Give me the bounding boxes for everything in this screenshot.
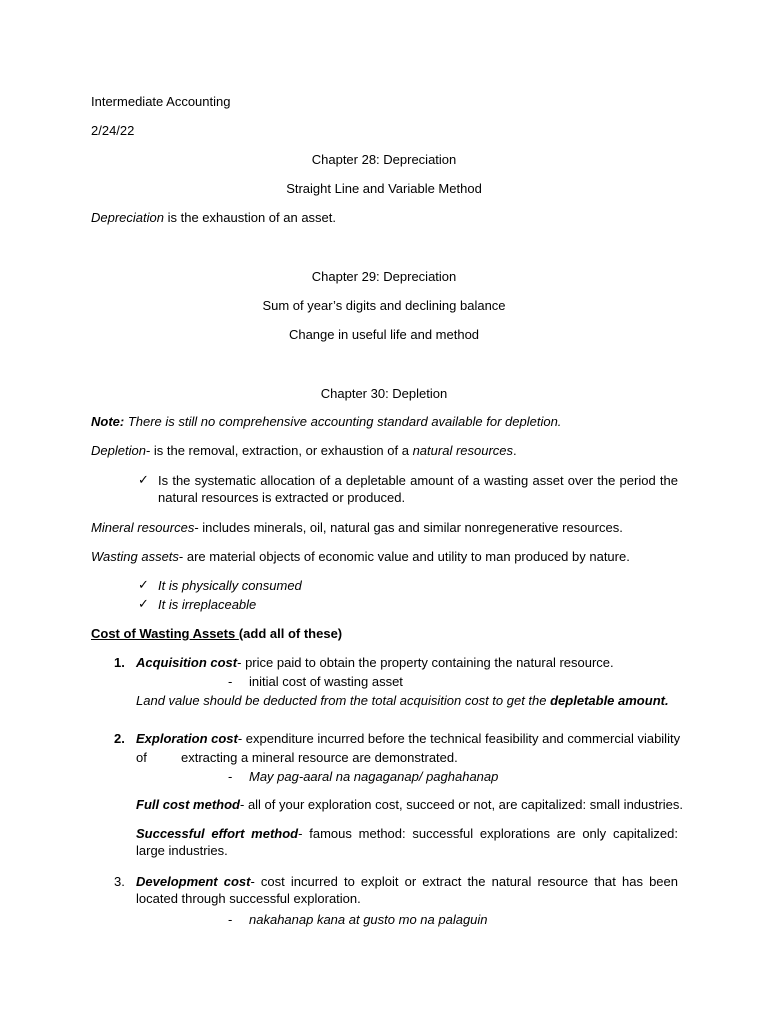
term: Depreciation (91, 210, 164, 225)
exploration-cost-item (136, 730, 680, 747)
chapter-29-line-2: Change in useful life and method (288, 327, 480, 342)
definition-text: - cost incurred to exploit or extract the natural resource that has been located through successful exploration. (136, 874, 678, 906)
full-cost-method (136, 796, 683, 813)
chapter-29-line-1: Sum of year’s digits and declining balance (262, 298, 506, 313)
term: Depletion (91, 443, 146, 458)
term: Mineral resources (91, 520, 195, 535)
term: Wasting assets (91, 549, 179, 564)
term: Successful effort method (136, 826, 299, 841)
successful-effort-method (136, 825, 678, 859)
definition-text: - famous method: successful explorations are only capitalized: large industries. (136, 826, 678, 858)
acquisition-cost-item (136, 654, 614, 671)
definition-text: - price paid to obtain the property containing the natural resource. (237, 655, 614, 670)
cost-section-heading (91, 625, 342, 642)
heading-rest: (add all of these) (238, 626, 343, 641)
chapter-28-subtitle: Straight Line and Variable Method (286, 181, 482, 196)
list-number: 2. (114, 731, 125, 746)
note-text: Land value should be deducted from the total acquisition cost to get the (136, 693, 551, 708)
definition-text: - expenditure incurred before the technical feasibility and commercial viability (237, 731, 681, 746)
term: Exploration cost (136, 731, 238, 746)
heading-underlined: Cost of Wasting Assets (91, 626, 239, 641)
depreciation-definition (91, 209, 336, 226)
dash: - (228, 674, 233, 689)
wasting-bullet: It is irreplaceable (158, 597, 257, 612)
definition-text: - includes minerals, oil, natural gas and similar nonregenerative resources. (194, 520, 623, 535)
definition-text: - all of your exploration cost, succeed or not, are capitalized: small industries. (240, 797, 683, 812)
acquisition-note (136, 692, 669, 709)
definition-text: is the exhaustion of an asset. (164, 210, 336, 225)
wasting-assets-definition (91, 548, 630, 565)
depletion-bullet: Is the systematic allocation of a depletable amount of a wasting asset over the period the natural resources is extracted or produced. (158, 473, 678, 505)
note-bold: depletable amount. (550, 693, 669, 708)
dash: - (228, 769, 233, 784)
checkmark-icon: ✓ (138, 577, 149, 592)
dash: - (228, 912, 233, 927)
wasting-bullet: It is physically consumed (158, 578, 302, 593)
definition-text: - are material objects of economic value and utility to man produced by nature. (178, 549, 630, 564)
list-number: 3. (114, 874, 125, 889)
term: Development cost (136, 874, 251, 889)
note-text: There is still no comprehensive accounting standard available for depletion. (124, 414, 562, 429)
definition-text: - is the removal, extraction, or exhaustion of a (145, 443, 413, 458)
depletion-note (91, 413, 561, 430)
course-title: Intermediate Accounting (91, 94, 231, 109)
acquisition-sub-point: initial cost of wasting asset (249, 674, 403, 689)
document-date: 2/24/22 (91, 123, 135, 138)
term: Full cost method (136, 797, 240, 812)
mineral-resources-definition (91, 519, 623, 536)
checkmark-icon: ✓ (138, 596, 149, 611)
period: . (513, 443, 517, 458)
note-label: Note: (91, 414, 125, 429)
list-number: 1. (114, 655, 125, 670)
term: Acquisition cost (136, 655, 238, 670)
chapter-29-title: Chapter 29: Depreciation (311, 269, 457, 284)
depletion-definition (91, 442, 517, 459)
development-cost-item (136, 873, 678, 907)
chapter-30-title: Chapter 30: Depletion (320, 386, 448, 401)
exploration-line-2b: extracting a mineral resource are demonstrated. (181, 750, 458, 765)
emphasis: natural resources (412, 443, 514, 458)
checkmark-icon: ✓ (138, 472, 149, 487)
development-sub-point: nakahanap kana at gusto mo na palaguin (249, 912, 488, 927)
exploration-line-2a: of (136, 750, 147, 765)
chapter-28-title: Chapter 28: Depreciation (311, 152, 457, 167)
exploration-sub-point: May pag-aaral na nagaganap/ paghahanap (249, 769, 499, 784)
